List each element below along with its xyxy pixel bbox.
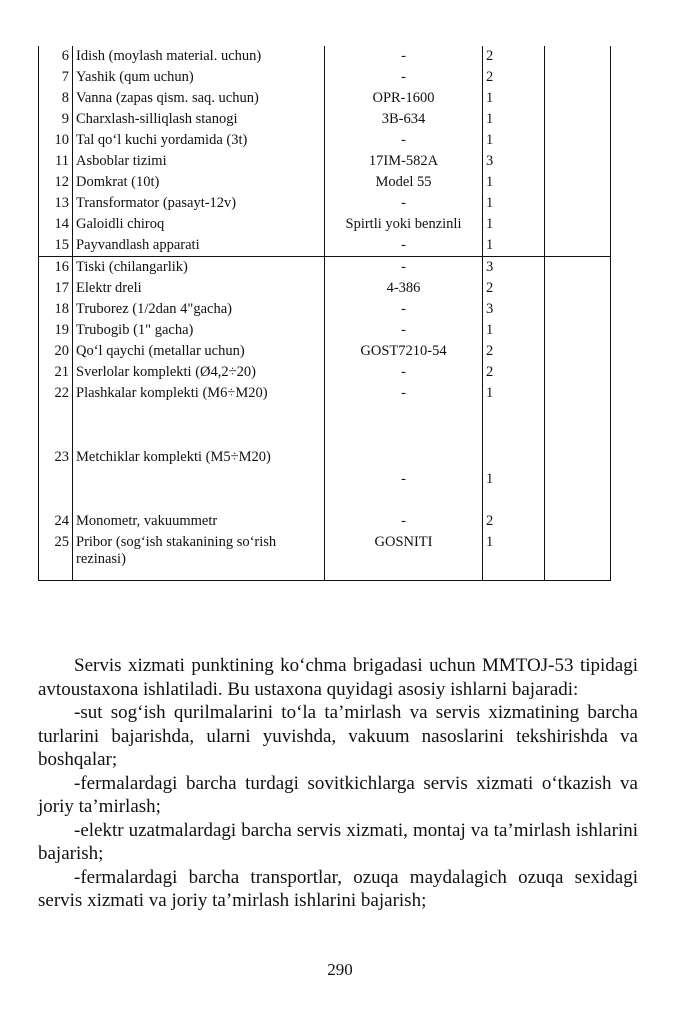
row-number: 17 bbox=[39, 278, 73, 299]
item-name: Payvandlash apparati bbox=[73, 235, 325, 257]
empty-cell bbox=[545, 341, 611, 362]
item-quantity: 1 bbox=[483, 532, 545, 581]
row-number: 8 bbox=[39, 88, 73, 109]
table-row bbox=[39, 172, 611, 193]
item-quantity: 3 bbox=[483, 299, 545, 320]
equipment-table bbox=[38, 46, 611, 581]
empty-cell bbox=[545, 278, 611, 299]
row-number: 19 bbox=[39, 320, 73, 341]
body-text bbox=[38, 654, 638, 913]
item-model: - bbox=[325, 362, 483, 383]
row-number: 9 bbox=[39, 109, 73, 130]
item-quantity: 1 bbox=[483, 130, 545, 151]
row-number: 24 bbox=[39, 511, 73, 532]
item-name: Asboblar tizimi bbox=[73, 151, 325, 172]
item-name: Transformator (pasayt-12v) bbox=[73, 193, 325, 214]
row-number: 20 bbox=[39, 341, 73, 362]
empty-cell bbox=[545, 383, 611, 447]
item-model: - bbox=[325, 320, 483, 341]
table-row bbox=[39, 447, 611, 511]
item-quantity: 1 bbox=[483, 383, 545, 447]
row-number: 21 bbox=[39, 362, 73, 383]
paragraph: -sut sog‘ish qurilmalarini to‘la ta’mirlash va servis xizmatining barcha turlarini bajarishda, ularni yuvishda, vakuum nasoslarini tekshirishda va boshqalar; bbox=[38, 702, 638, 770]
paragraph: -fermalardagi barcha transportlar, ozuqa maydalagich ozuqa sexidagi servis xizmati va joriy ta’mirlash ishlarini bajarish; bbox=[38, 866, 638, 911]
item-name: Elektr dreli bbox=[73, 278, 325, 299]
row-number: 18 bbox=[39, 299, 73, 320]
item-quantity: 2 bbox=[483, 362, 545, 383]
item-model: Spirtli yoki benzinli bbox=[325, 214, 483, 235]
empty-cell bbox=[545, 67, 611, 88]
item-name: Metchiklar komplekti (M5÷M20) bbox=[73, 447, 325, 511]
item-model: - bbox=[325, 257, 483, 279]
item-name: Galoidli chiroq bbox=[73, 214, 325, 235]
empty-cell bbox=[545, 151, 611, 172]
row-number: 15 bbox=[39, 235, 73, 257]
table-row bbox=[39, 341, 611, 362]
item-model: - bbox=[325, 193, 483, 214]
item-model: - bbox=[325, 299, 483, 320]
item-name: Sverlolar komplekti (Ø4,2÷20) bbox=[73, 362, 325, 383]
empty-cell bbox=[545, 172, 611, 193]
item-quantity: 1 bbox=[483, 235, 545, 257]
item-model: - bbox=[325, 67, 483, 88]
item-name: Idish (moylash material. uchun) bbox=[73, 46, 325, 67]
empty-cell bbox=[545, 447, 611, 511]
item-quantity: 1 bbox=[483, 172, 545, 193]
table-row bbox=[39, 299, 611, 320]
item-name: Tal qo‘l kuchi yordamida (3t) bbox=[73, 130, 325, 151]
item-name: Trubogib (1" gacha) bbox=[73, 320, 325, 341]
item-name: Monometr, vakuummetr bbox=[73, 511, 325, 532]
row-number: 6 bbox=[39, 46, 73, 67]
row-number: 10 bbox=[39, 130, 73, 151]
row-number: 13 bbox=[39, 193, 73, 214]
paragraph: -elektr uzatmalardagi barcha servis xizmati, montaj va ta’mirlash ishlarini bajarish; bbox=[38, 819, 638, 864]
item-model: - bbox=[325, 383, 483, 447]
item-model: 4-386 bbox=[325, 278, 483, 299]
item-quantity: 2 bbox=[483, 67, 545, 88]
table-row bbox=[39, 511, 611, 532]
row-number: 12 bbox=[39, 172, 73, 193]
empty-cell bbox=[545, 130, 611, 151]
table-row bbox=[39, 235, 611, 257]
item-model: 3B-634 bbox=[325, 109, 483, 130]
item-name: Plashkalar komplekti (M6÷M20) bbox=[73, 383, 325, 447]
row-number: 23 bbox=[39, 447, 73, 511]
empty-cell bbox=[545, 88, 611, 109]
table-row bbox=[39, 130, 611, 151]
item-quantity: 2 bbox=[483, 46, 545, 67]
empty-cell bbox=[545, 257, 611, 279]
item-name: Domkrat (10t) bbox=[73, 172, 325, 193]
item-model: - bbox=[325, 447, 483, 511]
table-row bbox=[39, 214, 611, 235]
table-row bbox=[39, 383, 611, 447]
item-name: Truborez (1/2dan 4"gacha) bbox=[73, 299, 325, 320]
item-quantity: 1 bbox=[483, 214, 545, 235]
table-row bbox=[39, 362, 611, 383]
item-quantity: 1 bbox=[483, 193, 545, 214]
paragraph: -fermalardagi barcha turdagi sovitkichlarga servis xizmati o‘tkazish va joriy ta’mirlash; bbox=[38, 772, 638, 817]
row-number: 25 bbox=[39, 532, 73, 581]
empty-cell bbox=[545, 235, 611, 257]
item-name: Qo‘l qaychi (metallar uchun) bbox=[73, 341, 325, 362]
item-model: - bbox=[325, 46, 483, 67]
table-row bbox=[39, 67, 611, 88]
row-number: 14 bbox=[39, 214, 73, 235]
item-name: Charxlash-silliqlash stanogi bbox=[73, 109, 325, 130]
item-quantity: 1 bbox=[483, 88, 545, 109]
row-number: 16 bbox=[39, 257, 73, 279]
item-name: Yashik (qum uchun) bbox=[73, 67, 325, 88]
item-model: 17IM-582A bbox=[325, 151, 483, 172]
table-row bbox=[39, 257, 611, 279]
empty-cell bbox=[545, 532, 611, 581]
table-row bbox=[39, 532, 611, 581]
item-quantity: 2 bbox=[483, 341, 545, 362]
item-model: Model 55 bbox=[325, 172, 483, 193]
row-number: 7 bbox=[39, 67, 73, 88]
item-model: - bbox=[325, 130, 483, 151]
item-model: GOST7210-54 bbox=[325, 341, 483, 362]
empty-cell bbox=[545, 299, 611, 320]
table-row bbox=[39, 193, 611, 214]
item-quantity: 1 bbox=[483, 447, 545, 511]
table-row bbox=[39, 88, 611, 109]
empty-cell bbox=[545, 511, 611, 532]
item-quantity: 2 bbox=[483, 511, 545, 532]
table-row bbox=[39, 320, 611, 341]
row-number: 11 bbox=[39, 151, 73, 172]
item-model: GOSNITI bbox=[325, 532, 483, 581]
empty-cell bbox=[545, 109, 611, 130]
item-quantity: 1 bbox=[483, 320, 545, 341]
item-name: Vanna (zapas qism. saq. uchun) bbox=[73, 88, 325, 109]
item-quantity: 1 bbox=[483, 109, 545, 130]
table-row bbox=[39, 151, 611, 172]
item-model: OPR-1600 bbox=[325, 88, 483, 109]
paragraph: Servis xizmati punktining ko‘chma brigadasi uchun MMTOJ-53 tipidagi avtoustaxona ishlatiladi. Bu ustaxona quyidagi asosiy ishlarni bajaradi: bbox=[38, 655, 638, 700]
empty-cell bbox=[545, 362, 611, 383]
empty-cell bbox=[545, 214, 611, 235]
item-model: - bbox=[325, 511, 483, 532]
table-row bbox=[39, 278, 611, 299]
item-quantity: 3 bbox=[483, 257, 545, 279]
row-number: 22 bbox=[39, 383, 73, 447]
item-name: Pribor (sog‘ish stakanining so‘rish rezinasi) bbox=[73, 532, 325, 581]
page-number: 290 bbox=[327, 960, 353, 979]
empty-cell bbox=[545, 46, 611, 67]
empty-cell bbox=[545, 193, 611, 214]
item-name: Tiski (chilangarlik) bbox=[73, 257, 325, 279]
table-row bbox=[39, 109, 611, 130]
item-model: - bbox=[325, 235, 483, 257]
empty-cell bbox=[545, 320, 611, 341]
table-row bbox=[39, 46, 611, 67]
item-quantity: 3 bbox=[483, 151, 545, 172]
item-quantity: 2 bbox=[483, 278, 545, 299]
